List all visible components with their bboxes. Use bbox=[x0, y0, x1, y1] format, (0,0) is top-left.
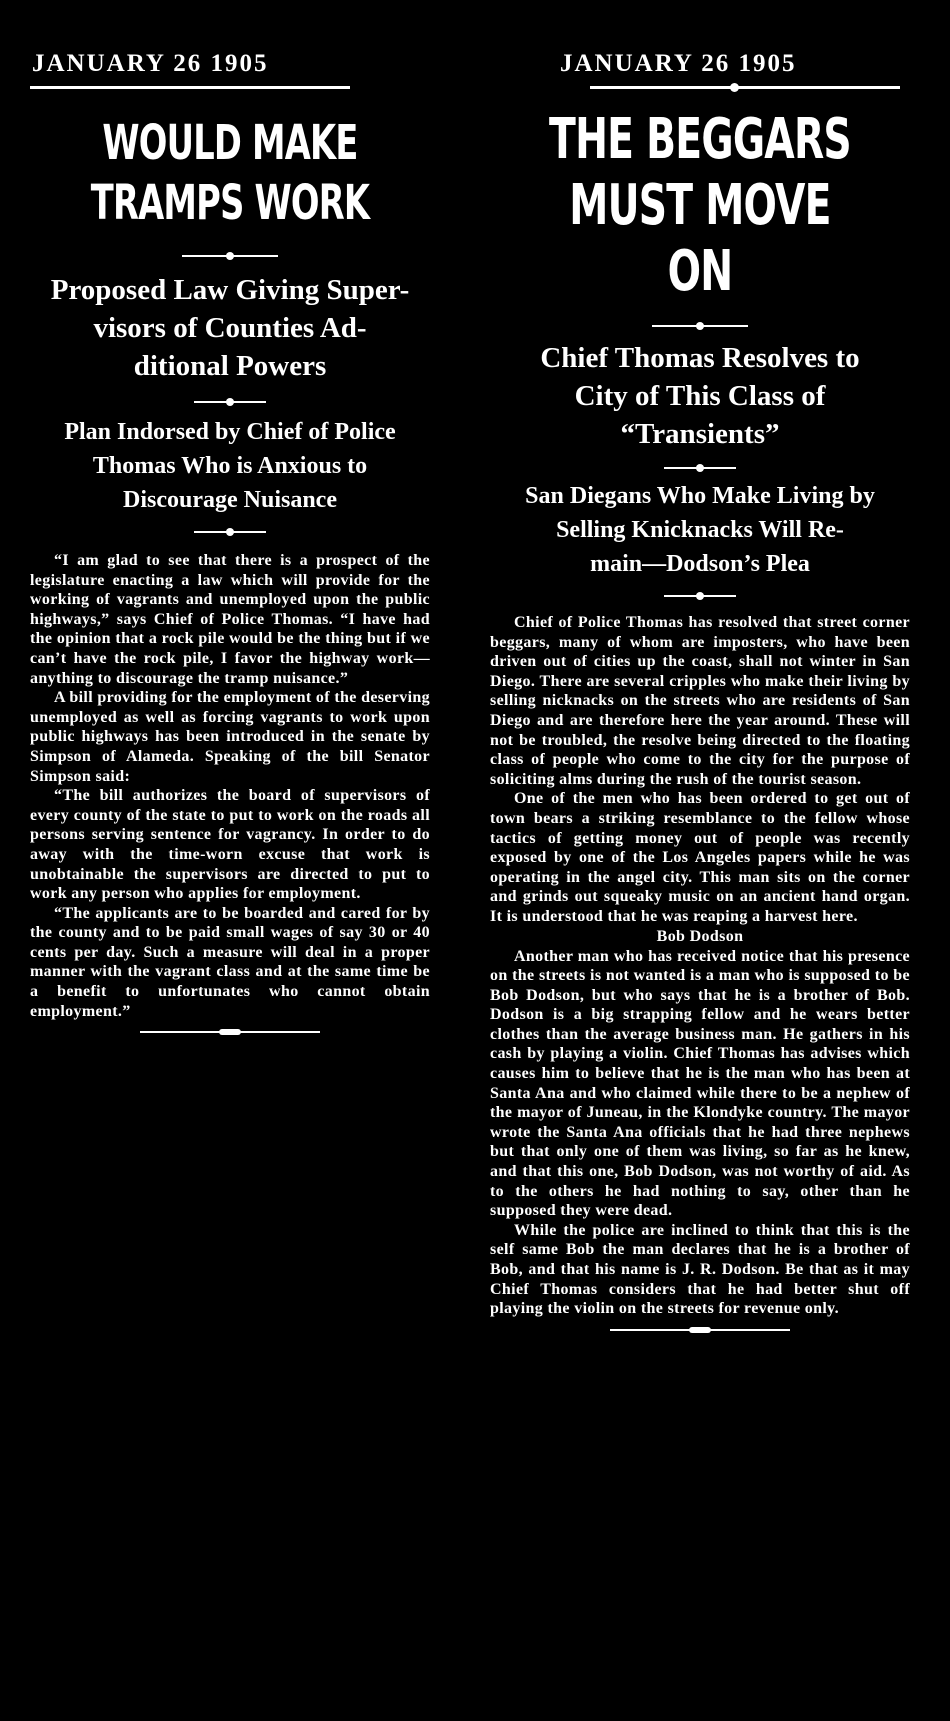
left-headline: WOULD MAKE TRAMPS WORK bbox=[90, 115, 370, 231]
left-end-rule bbox=[140, 1031, 320, 1033]
left-paragraph: “The bill authorizes the board of supervisors of every county of the state to put to work on the roads all persons serving sentence for vagrancy. In order to do away with the time-worn excuse that work is unobtainable the supervisors are directed to put to work any person who applies for employment. bbox=[30, 787, 430, 903]
left-article bbox=[30, 0, 430, 1033]
left-divider-1 bbox=[182, 255, 278, 257]
right-deck-1: Chief Thomas Resolves to City of This Class of “Transients” bbox=[540, 342, 860, 450]
right-dateline: JANUARY 26 1905 bbox=[560, 50, 797, 77]
right-headline: THE BEGGARS MUST MOVE ON bbox=[549, 107, 851, 304]
left-article-body bbox=[30, 551, 430, 1021]
left-dateline-rule bbox=[30, 86, 350, 89]
right-divider-1 bbox=[652, 325, 748, 327]
left-divider-3 bbox=[194, 531, 266, 533]
right-deck-2: San Diegans Who Make Living by Selling Knicknacks Will Re- main—Dodson’s Plea bbox=[525, 483, 875, 577]
left-divider-2 bbox=[194, 401, 266, 403]
left-paragraph: “I am glad to see that there is a prospect of the legislature enacting a law which will provide for the working of vagrants and unemployed upon the public highways,” says Chief of Police Thomas. “I have had the opinion that a rock pile would be the thing but if we can’t have the rock pile, I favor the highway work—anything to discourage the tramp nuisance.” bbox=[30, 552, 430, 687]
left-paragraph: “The applicants are to be boarded and cared for by the county and to be paid small wages of say 30 or 40 cents per day. Such a measure will deal in a proper manner with the vagrant class and at the same time be a benefit to unfortunates who cannot obtain employment.” bbox=[30, 904, 430, 1020]
right-article-body bbox=[490, 613, 910, 1319]
right-paragraph: Another man who has received notice that his presence on the streets is not wanted is a man who is supposed to be Bob Dodson, but who says that he is a brother of Bob. Dodson is a big strapping fellow and he wears better clothes than the average business man. He gathers in his cash by playing a violin. Chief Thomas has advises which causes him to believe that he is the man who has been at Santa Ana and who claimed while there to be a nephew of the mayor of Juneau, in the Klondyke country. The mayor wrote the Santa Ana officials that he had three nephews but that only one of them was living, so far as he knew, and that this one, Bob Dodson, was not worthy of aid. As to the others he had nothing to say, other than he supposed they were dead. bbox=[490, 947, 910, 1220]
left-paragraph: A bill providing for the employment of the deserving unemployed as well as forcing vagrants to work upon public highways has been introduced in the senate by Simpson of Alameda. Speaking of the bill Senator Simpson said: bbox=[30, 689, 430, 785]
left-deck-1: Proposed Law Giving Super- visors of Counties Ad- ditional Powers bbox=[50, 274, 410, 382]
right-paragraph: While the police are inclined to think that this is the self same Bob the man declares that he is a brother of Bob, and that his name is J. R. Dodson. Be that as it may Chief Thomas considers that he had better shut off playing the violin on the streets for revenue only. bbox=[490, 1221, 910, 1318]
right-paragraph: Chief of Police Thomas has resolved that street corner beggars, many of whom are imposters, who have been driven out of cities up the coast, shall not winter in San Diego. There are several cripples who make their living by selling nicknacks on the streets who are residents of San Diego and are therefore here the year around. These will not be troubled, the resolve being directed to the floating class of people who come to the city for the purpose of soliciting alms during the rush of the tourist season. bbox=[490, 614, 910, 788]
right-divider-3 bbox=[664, 595, 736, 597]
right-article bbox=[490, 0, 910, 1331]
left-dateline: JANUARY 26 1905 bbox=[32, 50, 269, 77]
right-dateline-rule bbox=[590, 86, 900, 89]
right-divider-2 bbox=[664, 467, 736, 469]
right-end-rule bbox=[610, 1329, 790, 1331]
right-subhead: Bob Dodson bbox=[656, 927, 744, 945]
left-deck-2: Plan Indorsed by Chief of Police Thomas Who is Anxious to Discourage Nuisance bbox=[64, 419, 396, 513]
right-paragraph: One of the men who has been ordered to get out of town bears a striking resemblance to the fellow whose tactics of getting money out of people was recently exposed by one of the Los Angeles papers while he was operating in the angel city. This man sits on the corner and grinds out squeaky music on an ancient hand organ. It is understood that he was reaping a harvest here. bbox=[490, 790, 910, 925]
